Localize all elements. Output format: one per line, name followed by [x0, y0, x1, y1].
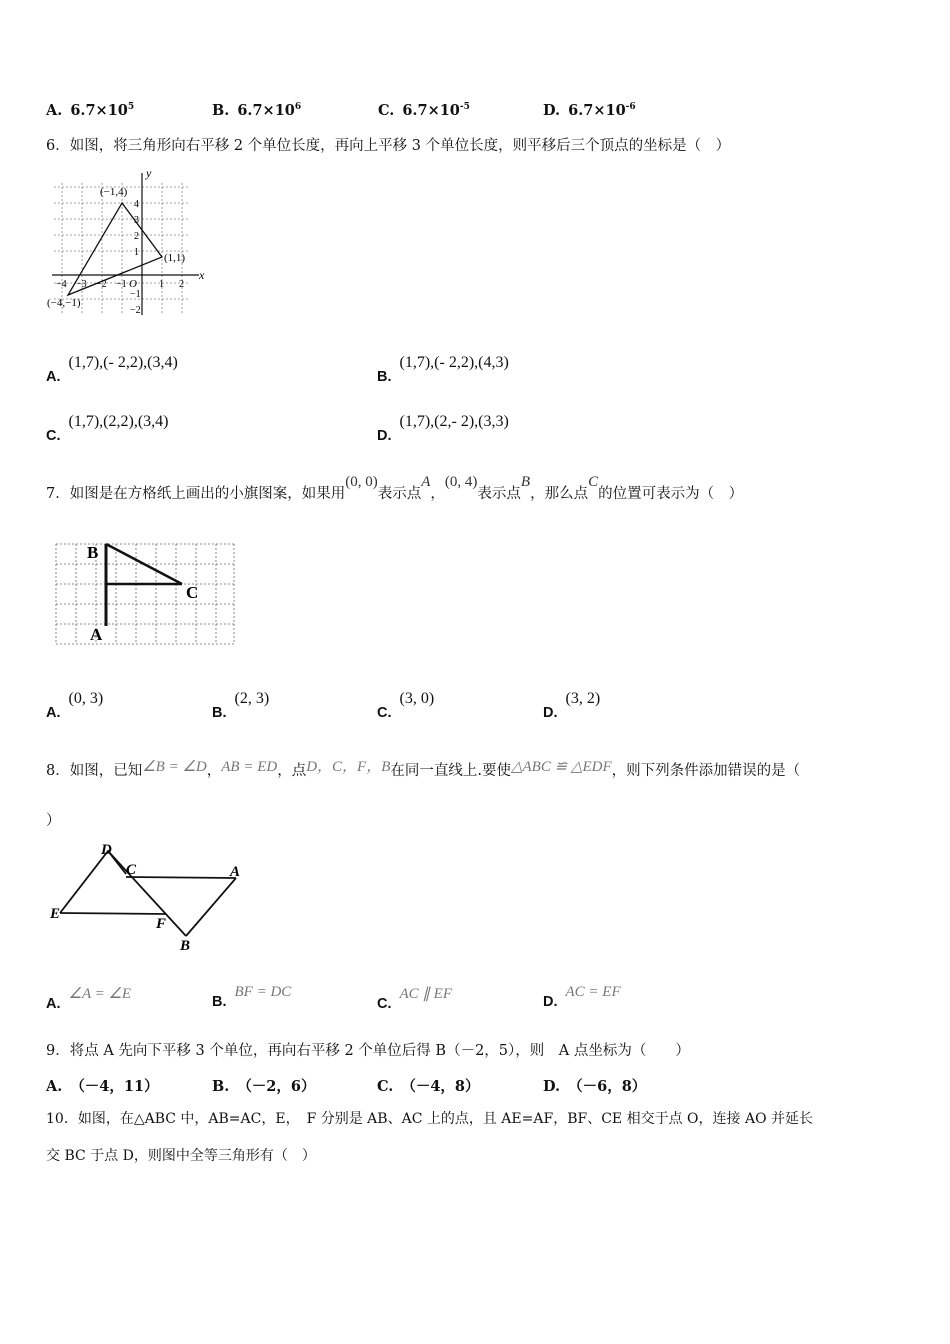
q7-figure — [50, 538, 240, 650]
q6-x-tick: −1 — [116, 279, 127, 290]
q7-text-2: 表示点 — [377, 486, 422, 502]
q8-line-a-b — [186, 878, 236, 936]
option-label: A. — [46, 369, 61, 385]
q8-text-3: 在同一直线上.要使 — [390, 763, 511, 779]
option-label: C. — [378, 102, 395, 119]
option-label: B. — [377, 369, 392, 385]
q7-coord-b: (0, 4) — [444, 474, 478, 490]
q7-label-c: C — [186, 583, 199, 602]
option-text: AC ∥ EF — [399, 986, 452, 1002]
q7-text-1: 7．如图是在方格纸上画出的小旗图案，如果用 — [46, 486, 346, 502]
q8-option-b — [212, 984, 292, 1010]
q6-vertex-top: (−1,4) — [100, 186, 128, 198]
option-label: A. — [46, 1078, 63, 1095]
q7-option-b — [212, 690, 270, 721]
option-text: ∠A = ∠E — [68, 986, 132, 1002]
q8-cond-3: △ABC ≌ △EDF — [510, 759, 612, 775]
q8-label-f: F — [156, 916, 167, 932]
q9-option-d — [543, 1075, 646, 1096]
q8-cond-2: AB = ED — [221, 759, 278, 775]
q7-comma: ， — [430, 486, 445, 502]
q8-label-a: A — [230, 864, 241, 880]
q6-y-tick: 3 — [134, 215, 139, 226]
option-text: (1,7),(2,2),(3,4) — [68, 413, 169, 430]
q6-x-tick: −4 — [56, 279, 67, 290]
option-base: 6.7×10 — [237, 102, 295, 119]
q8-option-d — [543, 984, 621, 1010]
option-exp: 6 — [294, 102, 302, 113]
q8-label-d: D — [101, 842, 112, 858]
q8-option-c — [377, 984, 452, 1012]
option-label: C. — [46, 428, 61, 444]
option-label: D. — [543, 705, 558, 721]
q7-stem — [46, 474, 744, 504]
q7-text-3: 表示点 — [477, 486, 521, 502]
option-text: (1,7),(- 2,2),(3,4) — [68, 354, 178, 371]
q7-option-d — [543, 690, 601, 721]
option-text: (3, 0) — [399, 690, 435, 707]
q6-origin-label: O — [129, 278, 137, 290]
option-label: A. — [46, 102, 63, 119]
option-text: AC = EF — [565, 984, 621, 1000]
option-label: D. — [377, 428, 392, 444]
option-label: C. — [377, 996, 392, 1012]
q6-x-tick: 1 — [159, 279, 164, 290]
q10-stem-line1: 10．如图，在△ABC 中，AB=AC，E， F 分别是 AB、AC 上的点，且 AE=AF，BF、CE 相交于点 O，连接 AO 并延长 — [46, 1111, 813, 1127]
q9-option-a — [46, 1075, 159, 1096]
option-exp: -5 — [459, 102, 470, 113]
q5-option-c — [378, 102, 470, 119]
q6-option-b — [377, 354, 509, 385]
q6-vertex-right: (1,1) — [164, 252, 186, 264]
q7-label-b: B — [87, 543, 99, 562]
q9-option-b — [212, 1075, 316, 1096]
option-text: (3, 2) — [565, 690, 601, 707]
option-base: 6.7×10 — [70, 102, 128, 119]
q9-stem: 9．将点 A 先向下平移 3 个单位，再向右平移 2 个单位后得 B（－2，5），则 A 点坐标为（ ） — [46, 1043, 690, 1059]
option-label: B. — [212, 102, 230, 119]
q8-stem-line1 — [46, 761, 800, 781]
option-text: （－6，8） — [568, 1078, 647, 1095]
q8-figure — [46, 838, 256, 953]
q8-line-e-f — [60, 913, 166, 914]
q6-option-d — [377, 413, 509, 444]
option-label: A. — [46, 996, 61, 1012]
option-base: 6.7×10 — [568, 102, 626, 119]
q6-x-tick: −3 — [76, 279, 87, 290]
q9-option-c — [377, 1075, 480, 1096]
q8-label-e: E — [50, 906, 61, 922]
q8-label-b: B — [180, 938, 191, 953]
q6-vertex-left: (−4,−1) — [47, 297, 81, 309]
q8-text-1: 8．如图，已知 — [46, 763, 143, 779]
option-text: （－4，11） — [70, 1078, 159, 1095]
q7-point-b: B — [520, 474, 531, 490]
q8-option-a — [46, 984, 132, 1012]
q7-text-4: ，那么点 — [530, 486, 589, 502]
q6-x-tick: −2 — [96, 279, 107, 290]
q7-point-a: A — [421, 474, 431, 490]
q6-y-tick: −1 — [130, 289, 141, 300]
q6-x-tick: 2 — [179, 279, 184, 290]
option-text: BF = DC — [234, 984, 292, 1000]
q6-y-tick: 1 — [134, 247, 139, 258]
q8-sep-1: ， — [206, 763, 222, 779]
q6-figure — [44, 165, 224, 325]
option-text: (1,7),(2,- 2),(3,3) — [399, 413, 509, 430]
q6-y-tick: 2 — [134, 231, 139, 242]
option-label: C. — [377, 705, 392, 721]
q7-text-5: 的位置可表示为（ ） — [598, 486, 744, 502]
option-label: D. — [543, 1078, 561, 1095]
option-text: (2, 3) — [234, 690, 270, 707]
q6-y-tick: −2 — [130, 305, 141, 316]
q8-line-d-b — [108, 851, 186, 936]
option-text: （－4，8） — [401, 1078, 480, 1095]
q6-y-tick: 4 — [134, 199, 139, 210]
q8-points: D，C，F，B — [306, 759, 391, 775]
q7-option-a — [46, 690, 104, 721]
q8-stem-line2: ） — [46, 813, 61, 829]
q8-text-2: ，点 — [277, 763, 307, 779]
q8-cond-1: ∠B = ∠D — [142, 759, 207, 775]
option-exp: -6 — [625, 102, 636, 113]
q8-line-c-a — [126, 877, 236, 878]
option-label: B. — [212, 1078, 230, 1095]
option-text: (1,7),(- 2,2),(4,3) — [399, 354, 509, 371]
option-base: 6.7×10 — [402, 102, 460, 119]
q7-point-c: C — [588, 474, 599, 490]
option-label: C. — [377, 1078, 394, 1095]
q6-y-label: y — [146, 166, 152, 180]
q7-grid — [56, 544, 234, 644]
option-text: （－2，6） — [237, 1078, 316, 1095]
q6-option-c — [46, 413, 169, 444]
q7-option-c — [377, 690, 435, 721]
option-label: D. — [543, 994, 558, 1010]
q7-coord-a: (0, 0) — [345, 474, 378, 490]
q6-x-label: x — [199, 268, 205, 282]
option-exp: 5 — [127, 102, 135, 113]
q8-text-4: ，则下列条件添加错误的是（ — [611, 763, 801, 779]
option-label: D. — [543, 102, 561, 119]
option-text: (0, 3) — [68, 690, 104, 707]
q5-option-a — [46, 102, 134, 119]
q6-option-a — [46, 354, 178, 385]
q8-label-c: C — [126, 862, 137, 878]
q6-stem: 6．如图，将三角形向右平移 2 个单位长度，再向上平移 3 个单位长度，则平移后三个顶点的坐标是（ ） — [46, 138, 731, 154]
option-label: A. — [46, 705, 61, 721]
q5-option-b — [212, 102, 301, 119]
option-label: B. — [212, 994, 227, 1010]
q5-option-d — [543, 102, 636, 119]
q7-label-a: A — [90, 625, 103, 644]
q6-grid — [54, 183, 189, 313]
q10-stem-line2: 交 BC 于点 D，则图中全等三角形有（ ） — [46, 1148, 316, 1164]
option-label: B. — [212, 705, 227, 721]
